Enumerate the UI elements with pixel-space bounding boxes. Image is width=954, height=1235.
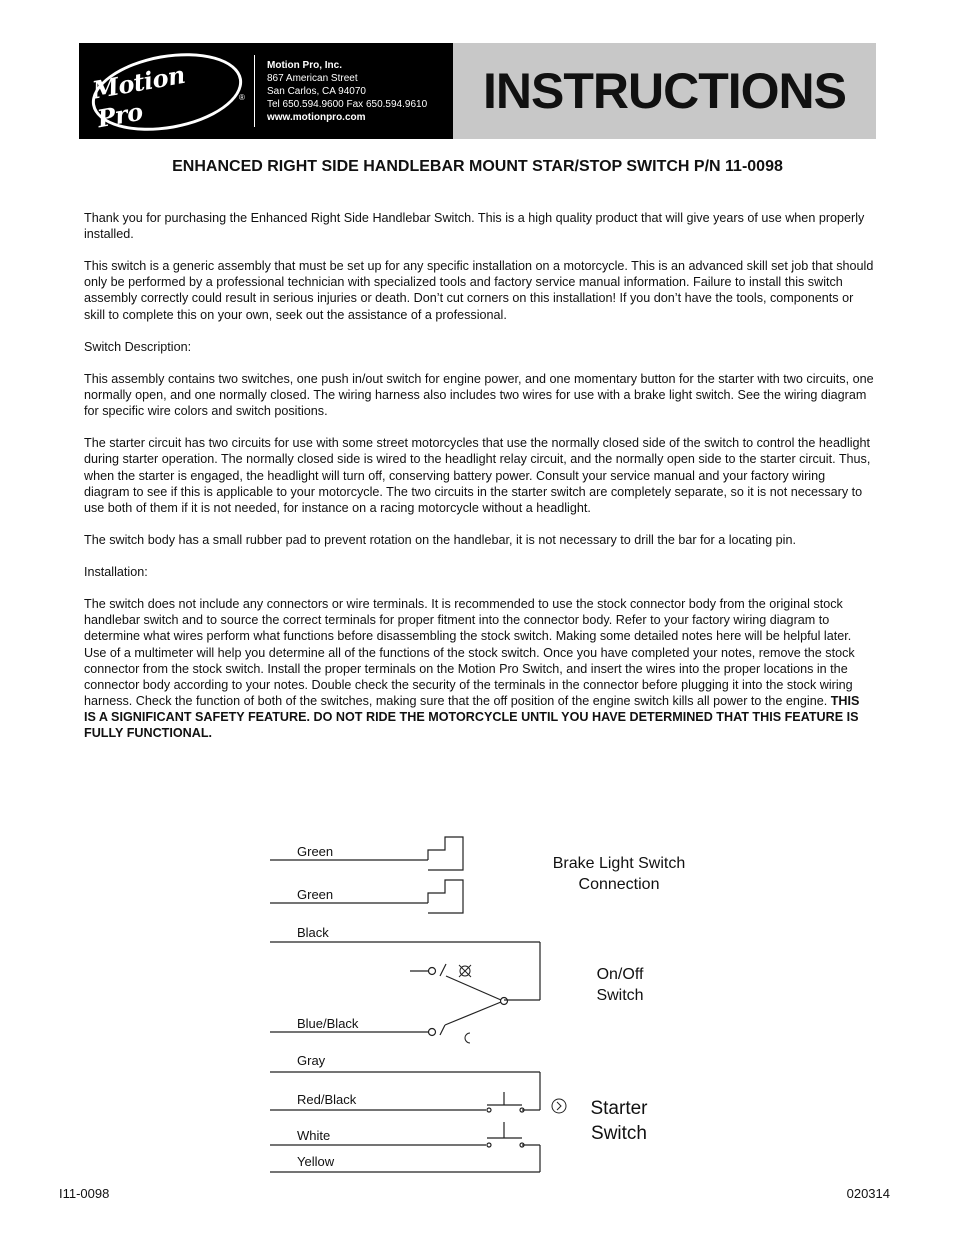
onoff-label-1: On/Off [596, 966, 644, 983]
wire-label-blue-black: Blue/Black [297, 1016, 359, 1031]
logo-text: Motion Pro [90, 59, 187, 134]
header-divider [254, 55, 255, 127]
registered-icon: ® [239, 93, 245, 102]
wire-label-yellow: Yellow [297, 1154, 335, 1169]
paragraph-warning: This switch is a generic assembly that must be set up for any specific installation on a motorcycle. This is an advanced skill set job that should only be performed by a professional technician with specialized tools and factory service manual information. Failure to install this switch assembly correctly could result in serious injuries or death. Don’t cut corners on this installation! If you don’t have the tools, components or skill to complete this on your own, seek out the assistance of a professional. [84, 259, 874, 322]
paragraph-assembly: This assembly contains two switches, one push in/out switch for engine power, and one momentary button for the starter with two circuits, one normally open, and one normally closed. The wiring harness also includes two wires for use with a brake light switch. See the wiring diagram for specific wire colors and switch positions. [84, 371, 874, 419]
doc-number: I11-0098 [59, 1186, 110, 1201]
engine-run-icon [465, 1033, 470, 1043]
date-code: 020314 [846, 1186, 890, 1201]
onoff-label-2: Switch [596, 987, 644, 1004]
wire-label-green-1: Green [297, 844, 334, 859]
header-banner [453, 43, 876, 139]
document-body [84, 210, 874, 757]
safety-warning: THIS IS A SIGNIFICANT SAFETY FEATURE. DO NOT RIDE THE MOTORCYCLE UNTIL YOU HAVE DETERMINED THAT THIS FEATURE IS FULLY FUNCTIONAL. [84, 693, 860, 740]
starter-label-1: Starter [590, 1098, 648, 1119]
phone-fax: Tel 650.594.9600 Fax 650.594.9610 [267, 99, 428, 110]
starter-icon [552, 1099, 566, 1113]
paragraph-starter-circuit: The starter circuit has two circuits for use with some street motorcycles that use the normally closed side of the switch to control the headlight during starter operation. The normally closed side is wired to the headlight relay circuit, and the normally open side to the starter circuit. Thus, when the starter is engaged, the headlight will turn off, conserving battery power. Consult your service manual and your factory wiring diagram to see if this is applicable to your motorcycle. The two circuits in the starter switch are completely separate, so it is not necessary to use both of them if it is not needed, for instance on a racing motorcycle without a headlight. [84, 436, 871, 515]
paragraph-intro: Thank you for purchasing the Enhanced Right Side Handlebar Switch. This is a high quality product that will give years of use when properly installed. [84, 211, 865, 242]
wire-label-black: Black [297, 925, 329, 940]
address-line-2: San Carlos, CA 94070 [267, 86, 366, 97]
wire-label-green-2: Green [297, 887, 334, 902]
wire-label-gray: Gray [297, 1053, 326, 1068]
paragraph-installation [84, 596, 874, 741]
heading-installation: Installation: [84, 565, 148, 580]
address-line-1: 867 American Street [267, 73, 358, 84]
paragraph-rubber-pad: The switch body has a small rubber pad to prevent rotation on the handlebar, it is not necessary to drill the bar for a locating pin. [84, 532, 796, 547]
wire-label-white: White [297, 1128, 331, 1143]
website: www.motionpro.com [267, 112, 366, 123]
company-info [267, 59, 427, 124]
company-name: Motion Pro, Inc. [267, 60, 342, 71]
heading-switch-description: Switch Description: [84, 339, 192, 354]
wiring-diagram [260, 830, 720, 1180]
motion-pro-logo [86, 42, 249, 141]
document-title: ENHANCED RIGHT SIDE HANDLEBAR MOUNT STAR/STOP SWITCH P/N 11-0098 [172, 158, 783, 175]
wire-label-red-black: Red/Black [297, 1092, 357, 1107]
starter-label-2: Switch [591, 1123, 647, 1144]
brake-light-label-2: Connection [578, 876, 660, 893]
installation-text: The switch does not include any connectors or wire terminals. It is recommended to use the stock connector body from the original stock handlebar switch and to source the correct terminals for proper fitment into the connector body. Refer to your factory wiring diagram to determine what wires perform what functions before disassembling the stock switch. Making some detailed notes here will be helpful later. Use of a multimeter will help you determine all of the functions of the stock switch. Once you have completed your notes, remove the stock connector from the stock switch. Install the proper terminals on the Motion Pro Switch, and insert the wires into the proper locations in the connector body according to your notes. Double check the security of the terminals in the connector before plugging it into the stock wiring harness. Check the function of both of the switches, making sure that the off position of the engine switch kills all power to the engine. [84, 597, 855, 708]
banner-title: INSTRUCTIONS [483, 63, 846, 119]
header-logo-panel [79, 43, 453, 139]
brake-light-label-1: Brake Light Switch [552, 855, 686, 872]
engine-kill-icon [459, 965, 471, 977]
